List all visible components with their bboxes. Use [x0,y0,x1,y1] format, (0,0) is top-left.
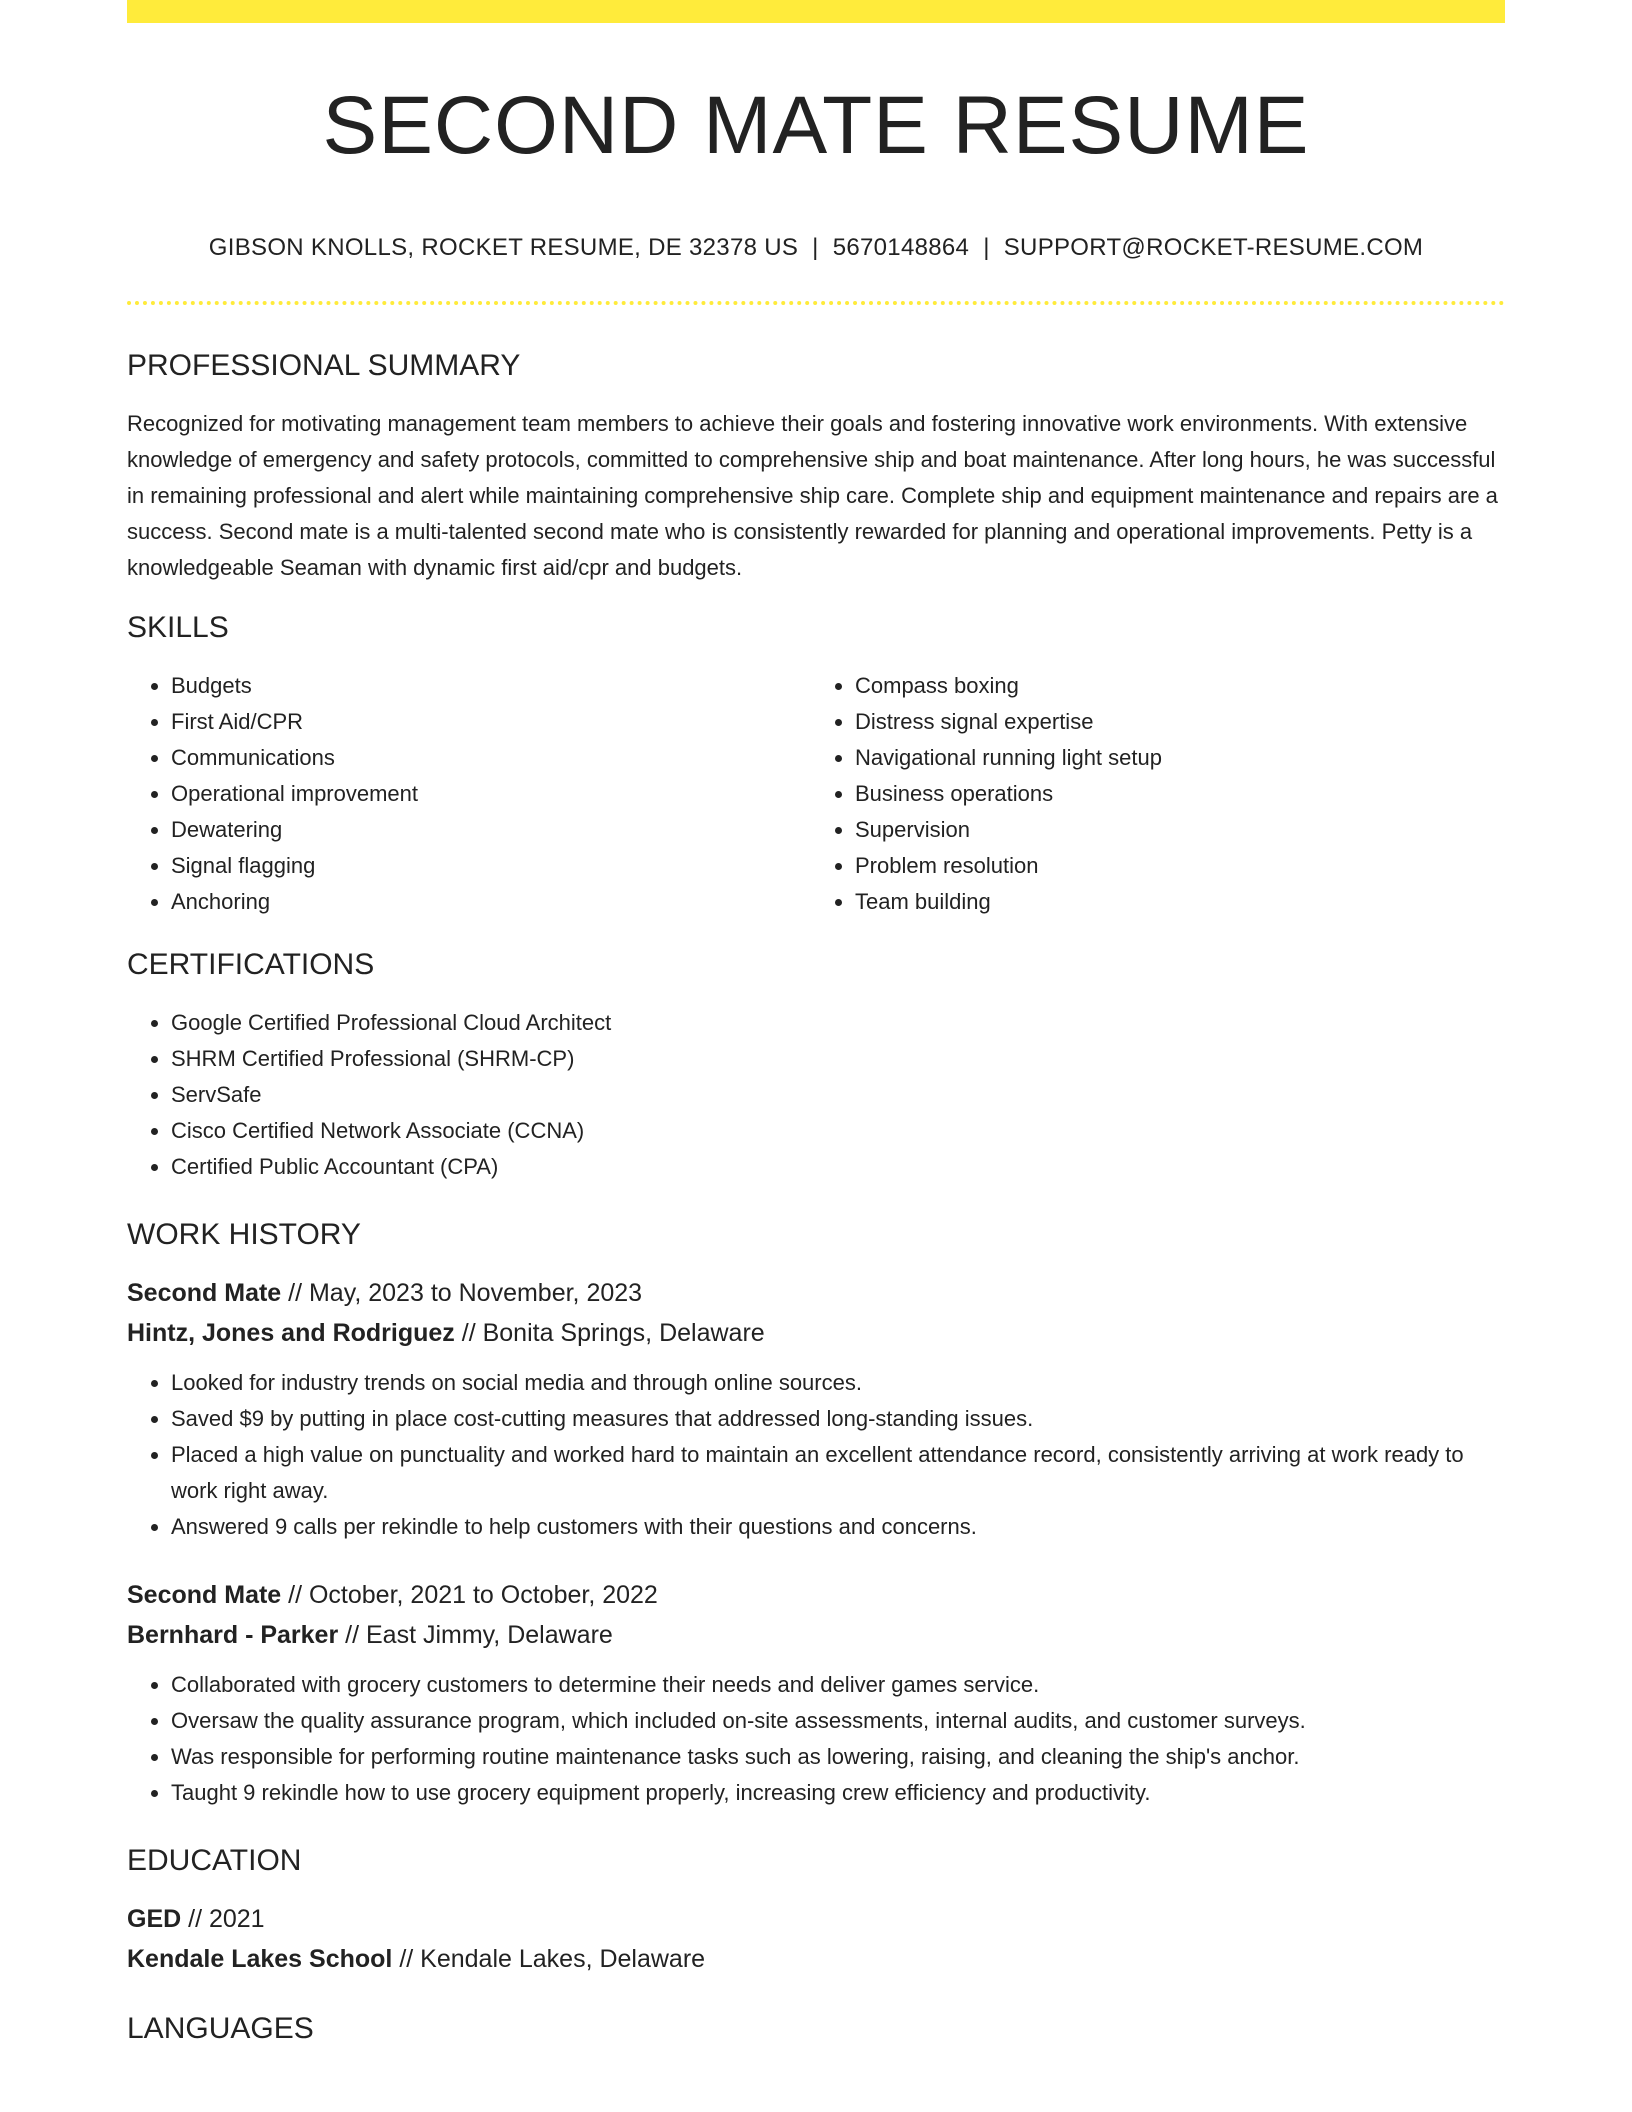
education-school: Kendale Lakes School [127,1945,393,1973]
skill-item: • Distress signal expertise [855,704,1555,740]
skill-item: • Business operations [855,776,1555,812]
skills-column-left [127,668,804,920]
skills-column-right [804,668,1555,920]
job-company-line [127,1615,1505,1655]
job-entry [127,1575,1505,1811]
skills-list [127,668,1505,920]
skill-item: • Signal flagging [171,848,804,884]
education-school-line [127,1939,1505,1979]
contact-email: SUPPORT@ROCKET-RESUME.COM [1003,234,1424,261]
job-bullets [127,1365,1505,1545]
job-bullet: • Saved $9 by putting in place cost-cutting measures that addressed long-standing issues. [171,1401,1505,1437]
certification-item: • Certified Public Accountant (CPA) [171,1149,1505,1185]
job-bullet: • Collaborated with grocery customers to determine their needs and deliver games service. [171,1667,1505,1703]
education-year: // 2021 [181,1905,265,1933]
job-entry [127,1273,1505,1545]
skill-item: • Communications [171,740,804,776]
summary-heading: PROFESSIONAL SUMMARY [127,349,521,382]
job-bullet: • Taught 9 rekindle how to use grocery equipment properly, increasing crew efficiency and productivity. [171,1775,1505,1811]
skill-item: • Compass boxing [855,668,1555,704]
job-role: Second Mate [127,1581,282,1609]
education-heading: EDUCATION [127,1844,302,1877]
education-entry [127,1899,1505,1979]
job-bullet: • Looked for industry trends on social media and through online sources. [171,1365,1505,1401]
contact-separator: | [812,234,819,261]
skills-heading: SKILLS [127,611,229,644]
job-bullet: • Was responsible for performing routine maintenance tasks such as lowering, raising, and cleaning the ship's anchor. [171,1739,1505,1775]
job-role: Second Mate [127,1279,282,1307]
summary-text: Recognized for motivating management team members to achieve their goals and fostering innovative work environments. With extensive knowledge of emergency and safety protocols, committed to comprehensive ship and boat maintenance. After long hours, he was successful in remaining professional and alert while maintaining comprehensive ship care. Complete ship and equipment maintenance and repairs are a success. Second mate is a multi-talented second mate who is consistently rewarded for planning and operational improvements. Petty is a knowledgeable Seaman with dynamic first aid/cpr and budgets. [127,411,1498,580]
job-role-line [127,1273,1505,1313]
languages-heading: LANGUAGES [127,2012,314,2045]
contact-phone: 5670148864 [832,234,970,261]
job-company: Hintz, Jones and Rodriguez [127,1319,455,1347]
skill-item: • Operational improvement [171,776,804,812]
work-history-heading: WORK HISTORY [127,1218,361,1251]
resume-page [127,0,1505,2044]
job-dates: // May, 2023 to November, 2023 [281,1279,643,1307]
skill-item: • Anchoring [171,884,804,920]
job-bullet: • Answered 9 calls per rekindle to help customers with their questions and concerns. [171,1509,1505,1545]
dotted-divider [127,301,1505,305]
accent-top-bar [127,0,1505,23]
contact-separator: | [983,234,990,261]
certifications-list [127,1005,1505,1185]
job-company: Bernhard - Parker [127,1621,339,1649]
contact-address: GIBSON KNOLLS, ROCKET RESUME, DE 32378 US [208,234,799,261]
certification-item: • ServSafe [171,1077,1505,1113]
education-location: // Kendale Lakes, Delaware [392,1945,706,1973]
job-location: // Bonita Springs, Delaware [454,1319,765,1347]
education-degree: GED [127,1905,182,1933]
skill-item: • Budgets [171,668,804,704]
resume-title: SECOND MATE RESUME [322,80,1310,171]
skill-item: • First Aid/CPR [171,704,804,740]
contact-line [127,236,1505,260]
certification-item: • SHRM Certified Professional (SHRM-CP) [171,1041,1505,1077]
job-location: // East Jimmy, Delaware [338,1621,613,1649]
job-dates: // October, 2021 to October, 2022 [281,1581,658,1609]
skill-item: • Team building [855,884,1555,920]
skill-item: • Supervision [855,812,1555,848]
job-bullet: • Placed a high value on punctuality and worked hard to maintain an excellent attendance record, consistently arriving at work ready to work right away. [171,1437,1505,1509]
certifications-heading: CERTIFICATIONS [127,948,375,981]
skill-item: • Navigational running light setup [855,740,1555,776]
skill-item: • Problem resolution [855,848,1555,884]
education-degree-line [127,1899,1505,1939]
job-bullet: • Oversaw the quality assurance program, which included on-site assessments, internal audits, and customer surveys. [171,1703,1505,1739]
job-bullets [127,1667,1505,1811]
skill-item: • Dewatering [171,812,804,848]
job-company-line [127,1313,1505,1353]
certification-item: • Google Certified Professional Cloud Architect [171,1005,1505,1041]
job-role-line [127,1575,1505,1615]
certification-item: • Cisco Certified Network Associate (CCNA) [171,1113,1505,1149]
